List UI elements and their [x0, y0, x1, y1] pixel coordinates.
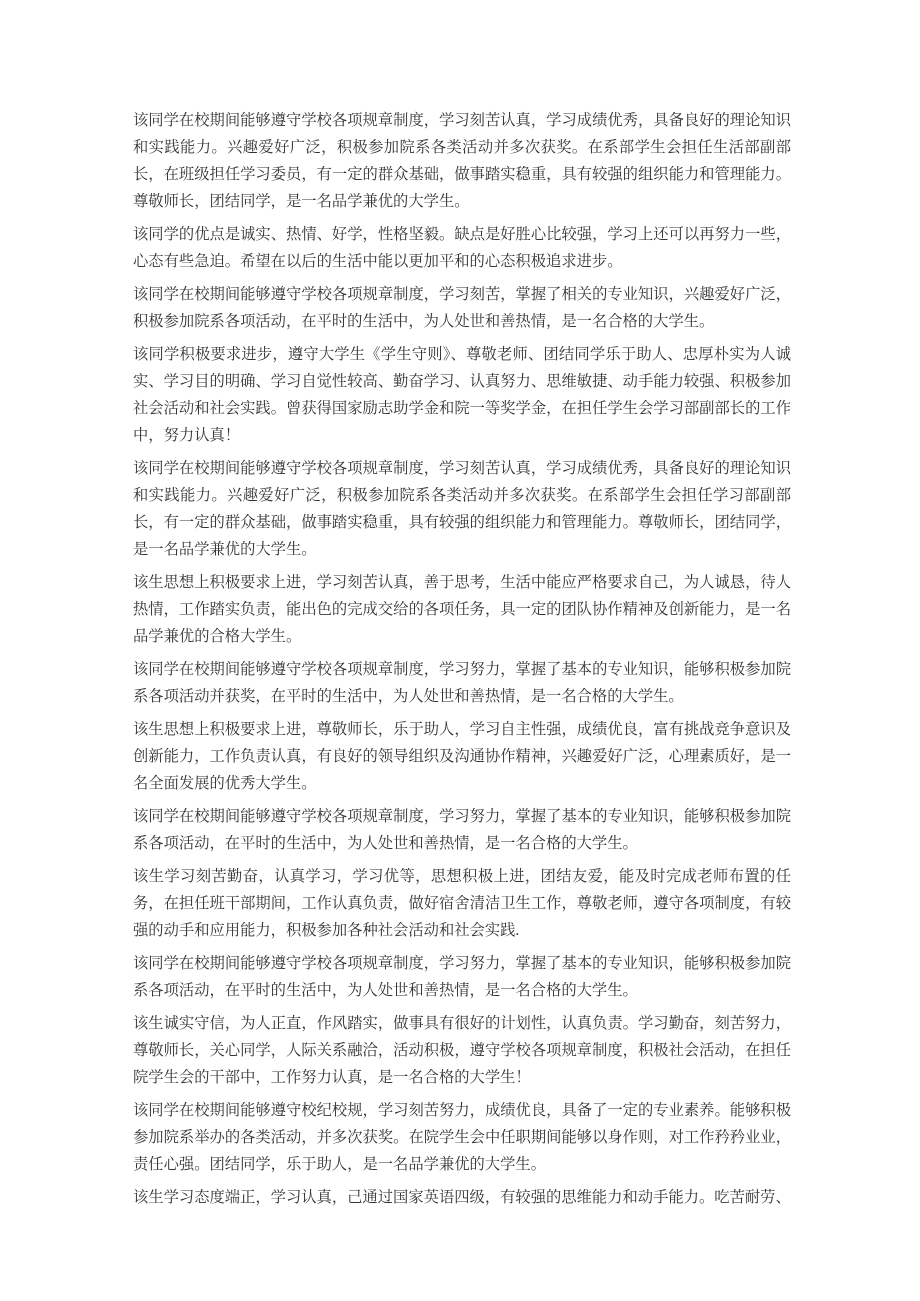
paragraph-12: 该生诚实守信，为人正直，作风踏实，做事具有很好的计划性，认真负责。学习勤奋，刻苦努力，尊敬师长，关心同学，人际关系融洽，活动积极，遵守学校各项规章制度，积极社会活动，在担任院学生会的干部中，工作努力认真，是一名合格的大学生！ — [133, 1015, 791, 1086]
paragraph-4: 该同学积极要求进步，遵守大学生《学生守则》、尊敬老师、团结同学乐于助人、忠厚朴实为人诚实、学习目的明确、学习自觉性较高、勤奋学习、认真努力、思维敏捷、动手能力较强、积极参加社会活动和社会实践。曾获得国家励志助学金和院一等奖学金，在担任学生会学习部副部长的工作中，努力认真！ — [133, 346, 791, 444]
paragraph-13: 该同学在校期间能够遵守校纪校规，学习刻苦努力，成绩优良，具备了一定的专业素养。能够积极参加院系举办的各类活动，并多次获奖。在院学生会中任职期间能够以身作则，对工作矜矜业业，责任心强。团结同学，乐于助人，是一名品学兼优的大学生。 — [133, 1102, 791, 1173]
paragraph-7: 该同学在校期间能够遵守学校各项规章制度，学习努力，掌握了基本的专业知识，能够积极参加院系各项活动并获奖，在平时的生活中，为人处世和善热情，是一名合格的大学生。 — [133, 661, 791, 705]
paragraph-6: 该生思想上积极要求上进，学习刻苦认真，善于思考，生活中能应严格要求自己，为人诚恳，待人热情，工作踏实负责，能出色的完成交给的各项任务，具一定的团队协作精神及创新能力，是一名品学兼优的合格大学生。 — [133, 574, 791, 645]
document-content — [133, 107, 791, 1217]
paragraph-3: 该同学在校期间能够遵守学校各项规章制度，学习刻苦，掌握了相关的专业知识，兴趣爱好广泛，积极参加院系各项活动，在平时的生活中，为人处世和善热情，是一名合格的大学生。 — [133, 286, 791, 330]
paragraph-9: 该同学在校期间能够遵守学校各项规章制度，学习努力，掌握了基本的专业知识，能够积极参加院系各项活动，在平时的生活中，为人处世和善热情，是一名合格的大学生。 — [133, 808, 791, 852]
paragraph-5: 该同学在校期间能够遵守学校各项规章制度，学习刻苦认真，学习成绩优秀，具备良好的理论知识和实践能力。兴趣爱好广泛，积极参加院系各类活动并多次获奖。在系部学生会担任学习部副部长，有一定的群众基础，做事踏实稳重，具有较强的组织能力和管理能力。尊敬师长，团结同学，是一名品学兼优的大学生。 — [133, 460, 791, 558]
paragraph-8: 该生思想上积极要求上进，尊敬师长，乐于助人，学习自主性强，成绩优良，富有挑战竞争意识及创新能力，工作负责认真，有良好的领导组织及沟通协作精神，兴趣爱好广泛，心理素质好，是一名全面发展的优秀大学生。 — [133, 721, 791, 792]
paragraph-1: 该同学在校期间能够遵守学校各项规章制度，学习刻苦认真，学习成绩优秀，具备良好的理论知识和实践能力。兴趣爱好广泛，积极参加院系各类活动并多次获奖。在系部学生会担任生活部副部长，在班级担任学习委员，有一定的群众基础，做事踏实稳重，具有较强的组织能力和管理能力。尊敬师长，团结同学，是一名品学兼优的大学生。 — [133, 112, 791, 210]
paragraph-10: 该生学习刻苦勤奋，认真学习，学习优等，思想积极上进，团结友爱，能及时完成老师布置的任务，在担任班干部期间，工作认真负责，做好宿舍清洁卫生工作，尊敬老师，遵守各项制度，有较强的动手和应用能力，积极参加各种社会活动和社会实践. — [133, 868, 791, 939]
paragraph-11: 该同学在校期间能够遵守学校各项规章制度，学习努力，掌握了基本的专业知识，能够积极参加院系各项活动，在平时的生活中，为人处世和善热情，是一名合格的大学生。 — [133, 955, 791, 999]
paragraph-2: 该同学的优点是诚实、热情、好学，性格坚毅。缺点是好胜心比较强，学习上还可以再努力一些，心态有些急迫。希望在以后的生活中能以更加平和的心态积极追求进步。 — [133, 226, 791, 270]
paragraph-14: 该生学习态度端正，学习认真，己通过国家英语四级，有较强的思维能力和动手能力。吃苦耐劳、 — [133, 1189, 791, 1206]
